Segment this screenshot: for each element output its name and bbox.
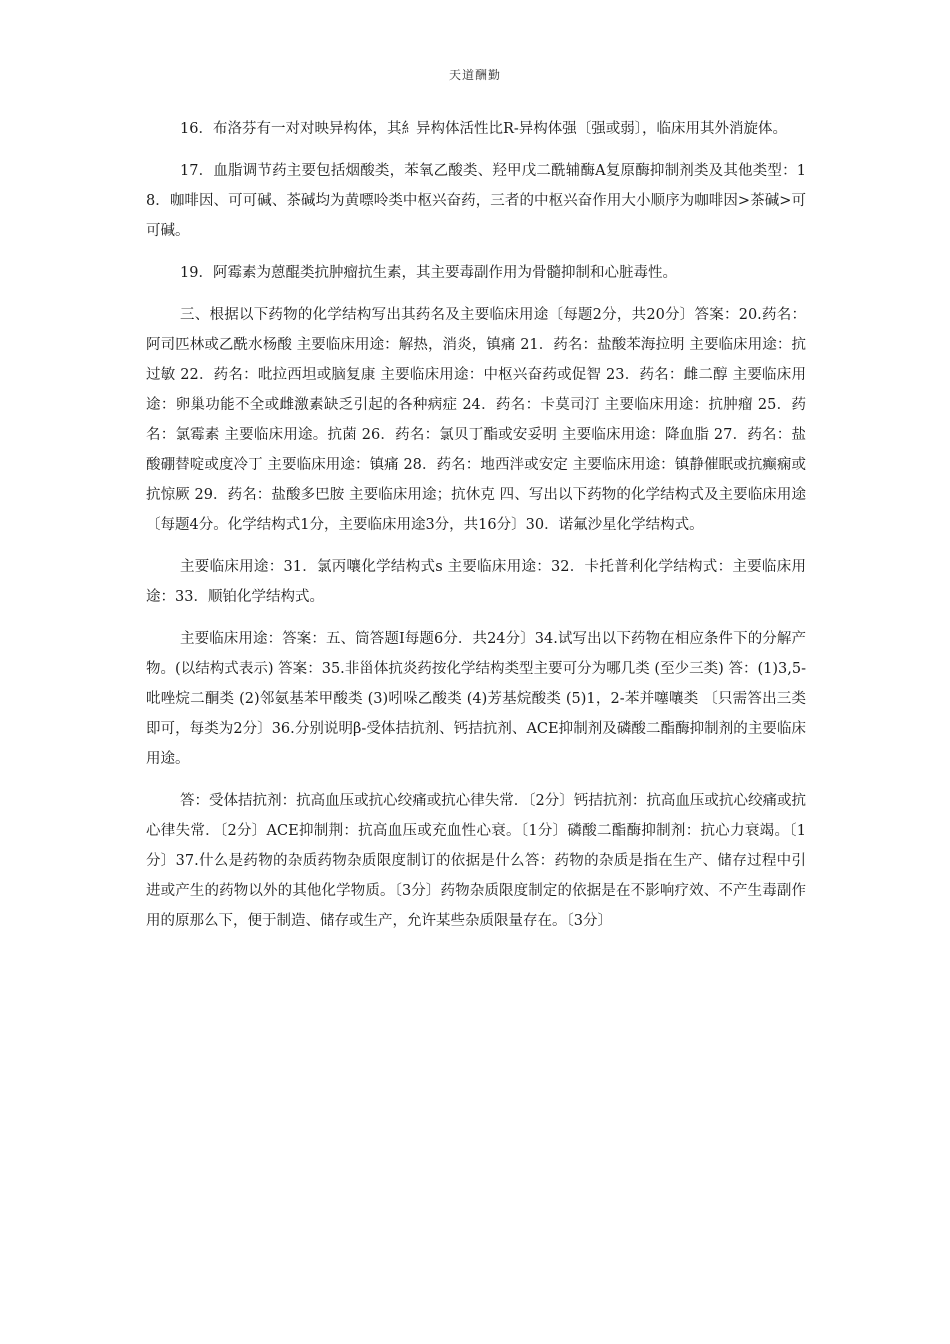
page-header: 天道酬勤 [448,68,501,82]
paragraph-section-3: 三、根据以下药物的化学结构写出其药名及主要临床用途〔每题2分，共20分〕答案：20.药名：阿司匹林或乙酰水杨酸 主要临床用途：解热，消炎，镇痛 21．药名：盐酸苯海拉明 主要临床用途：抗过敏 22．药名：吡拉西坦或脑复康 主要临床用途：中枢兴奋药或促智 23．药名：雌二醇 主要临床用途：卵巢功能不全或雌激素缺乏引起的各种病症 24．药名：卡莫司汀 主要临床用途：抗肿瘤 25．药名：氯霉素 主要临床用途。抗菌 26．药名：氯贝丁酯或安妥明 主要临床用途：降血脂 27．药名：盐酸硼替啶或度冷丁 主要临床用途：镇痛 28．药名：地西泮或安定 主要临床用途：镇静催眠或抗癫痫或抗惊厥 29．药名：盐酸多巴胺 主要临床用途；抗休克 四、写出以下药物的化学结构式及主要临床用途〔每题4分。化学结构式1分，主要临床用途3分，共16分〕30．诺氟沙星化学结构式。 [146,307,806,533]
document-body [146,114,806,948]
paragraph-31-33: 主要临床用途：31．氯丙嚷化学结构式s 主要临床用途：32．卡托普利化学结构式：主要临床用途：33．顺铂化学结构式。 [146,559,806,605]
paragraph-section-5: 主要临床用途：答案：五、筒答题I每题6分．共24分〕34.试写出以下药物在相应条件下的分解产物。(以结构式表示) 答案：35.非甾体抗炎药按化学结构类型主要可分为哪几类 (至少三类) 答：(1)3,5-吡唑烷二酮类 (2)邻氨基苯甲酸类 (3)吲哚乙酸类 (4)芳基烷酸类 (5)1，2-苯并噻嚷类 〔只需答出三类即可，每类为2分〕36.分别说明β-受体拮抗剂、钙拮抗剂、ACE抑制剂及磷酸二酯酶抑制剂的主要临床用途。 [146,631,806,767]
paragraph-19: 19．阿霉素为蒽醌类抗肿瘤抗生素，其主要毒副作用为骨髓抑制和心脏毒性。 [180,265,677,281]
paragraph-17-18: 17．血脂调节药主要包括烟酸类，苯氧乙酸类、羟甲戊二酰辅酶A复原酶抑制剂类及其他类型：18．咖啡因、可可碱、茶碱均为黄嘌呤类中枢兴奋药，三者的中枢兴奋作用大小顺序为咖啡因>茶碱>可可碱。 [146,163,806,239]
paragraph-16: 16．布洛芬有一对对映异构体，其⺯异构体活性比R-异构体强〔强或弱〕，临床用其外消旋体。 [180,121,788,137]
paragraph-answer-36-37: 答：受体拮抗剂：抗高血压或抗心绞痛或抗心律失常．〔2分〕钙拮抗剂：抗高血压或抗心绞痛或抗心律失常．〔2分〕ACE抑制荆：抗高血压或充血性心衰。〔1分〕磷酸二酯酶抑制剂：抗心力衰竭。〔1分〕37.什么是药物的杂质药物杂质限度制订的依据是什么答：药物的杂质是指在生产、储存过程中引进或产生的药物以外的其他化学物质。〔3分〕药物杂质限度制定的依据是在不影响疗效、不产生毒副作用的原那么下，便于制造、储存或生产，允许某些杂质限量存在。〔3分〕 [146,793,806,929]
